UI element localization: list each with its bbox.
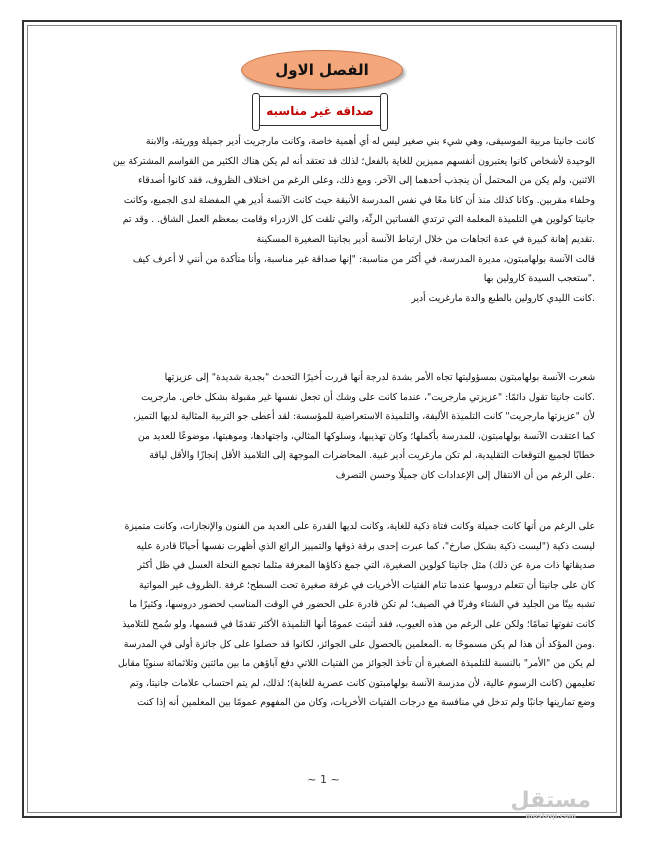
paragraph-line: .ومن المؤكد أن هذا لم يكن مسموحًا به .المعلمين بالحصول على الجوائز، لكانوا قد حصلوا على كل جائزة أولى في المدرسة <box>123 638 595 650</box>
paragraph-line: ليست ذكية ("ليست ذكية بشكل صارخ"، كما عبرت إحدى برقة ذوقها والتمييز الرائع الذي أظهرت نفسها أحيانًا قادرة عليه <box>136 540 595 552</box>
watermark <box>511 790 591 820</box>
paragraph-line: الاثنين، ولم يكن من المحتمل أن ينجذب أحدهما إلى الآخر. ومع ذلك، وعلى الرغم من اختلاف الظروف، فقد كانوا أصدقاء <box>138 175 595 187</box>
paragraph-line: على الرغم من أنها كانت جميلة وكانت فتاة ذكية للغاية، وكانت لديها القدرة على العديد من الفنون والإنجازات، وكانت متميزة <box>124 521 595 532</box>
paragraph-3 <box>50 517 595 713</box>
paragraph-line: لم يكن من "الأمر" بالنسبة للتلميذة الصغيرة أن تأخذ الجوائز من الفتيات اللاتي دفع آباؤهن ما بين مائتين وثلاثمائة سنويًا مقابل <box>117 658 595 670</box>
paragraph-line: وضع تمارينها جانبًا ولم تدخل في منافسة مع درجات الفتيات الأخريات، وكان من المفهوم عمومًا بين المعلمين أنه إذا كنت <box>137 697 595 709</box>
paragraph-line: .كانت جانيتا تقول دائمًا: "عزيزتي مارجريت"، عندما كانت على وشك أن تجعل نفسها غير مقبولة بشكل خاص. مارجريت <box>141 391 595 403</box>
paragraph-line: كانت تفوتها تمامًا؛ ولكن على الرغم من هذه العيوب، فقد أثبتت عمومًا أنها التلميذة الأكثر تقدمًا في قسمها، ولو سُمح للتلاميذ <box>122 618 595 630</box>
chapter-title-text: الفصل الاول <box>275 61 369 79</box>
paragraph-line: قالت الآنسة بولهامبتون، مديرة المدرسة، في أكثر من مناسبة: "إنها صداقة غير مناسبة، وأنا متأكدة من أنني لا أعرف كيف <box>132 253 595 265</box>
paragraph-line: الوحيدة لأشخاص كانوا يعتبرون أنفسهم مميزين للغاية بالفعل؛ لذلك قد تعتقد أنه لم يكن هناك الكثير من القواسم المشتركة بين <box>112 155 595 167</box>
paragraph-line: ."ستعجب السيدة كارولين بها <box>483 273 595 285</box>
paragraph-line: تعليمهن (كانت الرسوم عالية، لأن مدرسة الآنسة بولهامبتون كانت عصرية للغاية)؛ لذلك، لم يتم احتساب علامات جانيتا، وتم <box>129 677 595 689</box>
paragraph-line: خطابًا لجميع التوقعات التقليدية، لم تكن مارغريت أدير غبية. المحاضرات الموجهة إلى التلاميذ الأقل إنجازًا والأقل لياقة <box>149 450 595 462</box>
paragraph-line: كانت جانيتا مربية الموسيقى، وهي شيء بني صغير ليس له أي أهمية خاصة، وكانت مارجريت أدير جميلة ووريثة، والابنة <box>145 136 595 147</box>
paragraph-line: كان على جانيتا أن تتعلم دروسها عندما تنام الفتيات الأخريات في غرفة صغيرة تحت السطح؛ غرفة .الظروف غير المواتية <box>139 579 595 591</box>
watermark-logo-text: مستقل <box>510 788 591 813</box>
page-number: ~ 1 ~ <box>307 773 340 786</box>
paragraph-line: .كانت الليدي كارولين بالطبع والدة مارغريت أدير <box>411 292 595 304</box>
paragraph-line: صديقاتها ذات مرة عن ذلك) مثل جانيتا كولوين الصغيرة، التي جمع ذكاؤها المعرفة مثلما تجمع النحلة العسل في ظل أكثر <box>137 560 595 572</box>
watermark-url: mostaql.com <box>525 812 577 820</box>
paragraph-line: .تقديم إهانة كبيرة في عدة اتجاهات من خلال ارتباط الآنسة أدير بجانيتا الصغيرة المسكينة <box>256 233 595 245</box>
paragraph-line: جانيتا كولوين هي التلميذة المعلمة التي ترتدي الفساتين الرثّة، والتي تلقت كل الازدراء وقامت بمعظم العمل الشاق. . وقد تم <box>122 214 595 226</box>
paragraph-2 <box>50 368 595 486</box>
subtitle-text: صداقه غير مناسبه <box>266 104 374 118</box>
paragraph-line: تشبه بيتًا من الجليد في الشتاء وفرنًا في الصيف؛ لم تكن قادرة على الحضور في الوقت المناسب لحضور دروسها، وكثيرًا ما <box>129 599 595 611</box>
paragraph-1 <box>50 132 595 308</box>
paragraph-line: كما اعتقدت الآنسة بولهامبتون، للمدرسة بأكملها؛ وكان تهذيبها، وسلوكها المثالي، واجتهادها، وموهبتها، موضوعًا للعديد من <box>137 430 595 442</box>
paragraph-line: شعرت الآنسة بولهامبتون بمسؤوليتها تجاه الأمر بشدة لدرجة أنها قررت أخيرًا التحدث "بجدية شديدة" إلى عزيزتها <box>164 372 595 383</box>
paragraph-line: وحلفاء مقربين. وكانا كذلك منذ أن كانا معًا في نفس المدرسة الأنيقة حيث كانت الآنسة أدير هي المفضلة لدى الجميع، وكانت <box>123 194 595 206</box>
chapter-title <box>241 50 403 90</box>
paragraph-line: .على الرغم من أن الانتقال إلى الإعدادات كان جميلًا وحسن التصرف <box>335 469 595 481</box>
paragraph-line: لأن "عزيزتها مارجريت" كانت التلميذة الأليفة، والتلميذة الاستعراضية للمؤسسة: لقد أعطى جو التربية المثالية لديها التميز، <box>133 411 595 423</box>
subtitle-scroll-banner <box>257 96 383 126</box>
